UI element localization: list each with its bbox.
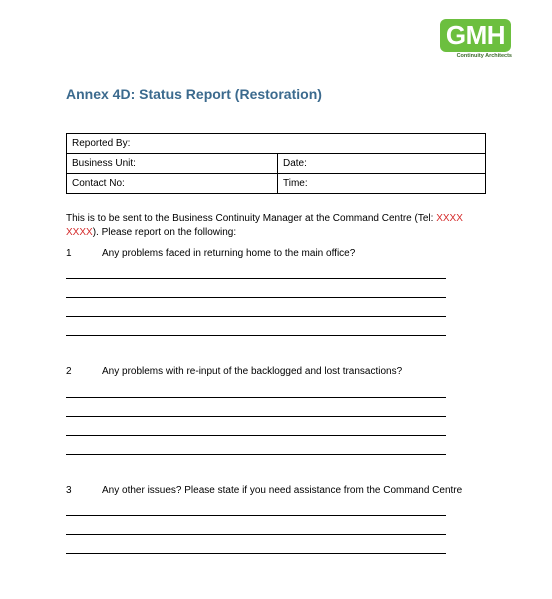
answer-line[interactable]	[66, 515, 446, 516]
question-3	[66, 485, 462, 496]
instructions-text-end: ). Please report on the following:	[92, 227, 237, 238]
question-number: 1	[66, 248, 72, 259]
question-1	[66, 248, 355, 259]
answer-line[interactable]	[66, 534, 446, 535]
instructions-text: This is to be sent to the Business Continuity Manager at the Command Centre (Tel:	[66, 213, 437, 224]
table-row	[67, 174, 486, 194]
business-unit-field[interactable]: Business Unit:	[67, 154, 278, 174]
report-info-table	[66, 133, 486, 194]
answer-line[interactable]	[66, 335, 446, 336]
table-row	[67, 134, 486, 154]
question-text: Any problems with re-input of the backlogged and lost transactions?	[102, 366, 403, 377]
answer-line[interactable]	[66, 553, 446, 554]
answer-line[interactable]	[66, 435, 446, 436]
command-centre-phone: XXXX XXXX	[66, 213, 463, 238]
contact-no-field[interactable]: Contact No:	[67, 174, 278, 194]
table-row	[67, 154, 486, 174]
answer-line[interactable]	[66, 454, 446, 455]
question-2	[66, 366, 402, 377]
answer-line[interactable]	[66, 397, 446, 398]
time-field[interactable]: Time:	[278, 174, 486, 194]
question-number: 3	[66, 485, 72, 496]
question-number: 2	[66, 366, 72, 377]
date-field[interactable]: Date:	[278, 154, 486, 174]
answer-line[interactable]	[66, 278, 446, 279]
company-logo	[440, 19, 512, 63]
answer-line[interactable]	[66, 416, 446, 417]
logo-mark: GMH	[440, 19, 511, 52]
instructions-paragraph	[66, 212, 486, 240]
logo-tagline: Continuity Architects	[456, 53, 512, 59]
question-text: Any problems faced in returning home to the main office?	[102, 248, 356, 259]
answer-line[interactable]	[66, 297, 446, 298]
question-text: Any other issues? Please state if you need assistance from the Command Centre	[102, 485, 463, 496]
page-title: Annex 4D: Status Report (Restoration)	[66, 86, 322, 102]
reported-by-field[interactable]: Reported By:	[67, 134, 486, 154]
answer-line[interactable]	[66, 316, 446, 317]
